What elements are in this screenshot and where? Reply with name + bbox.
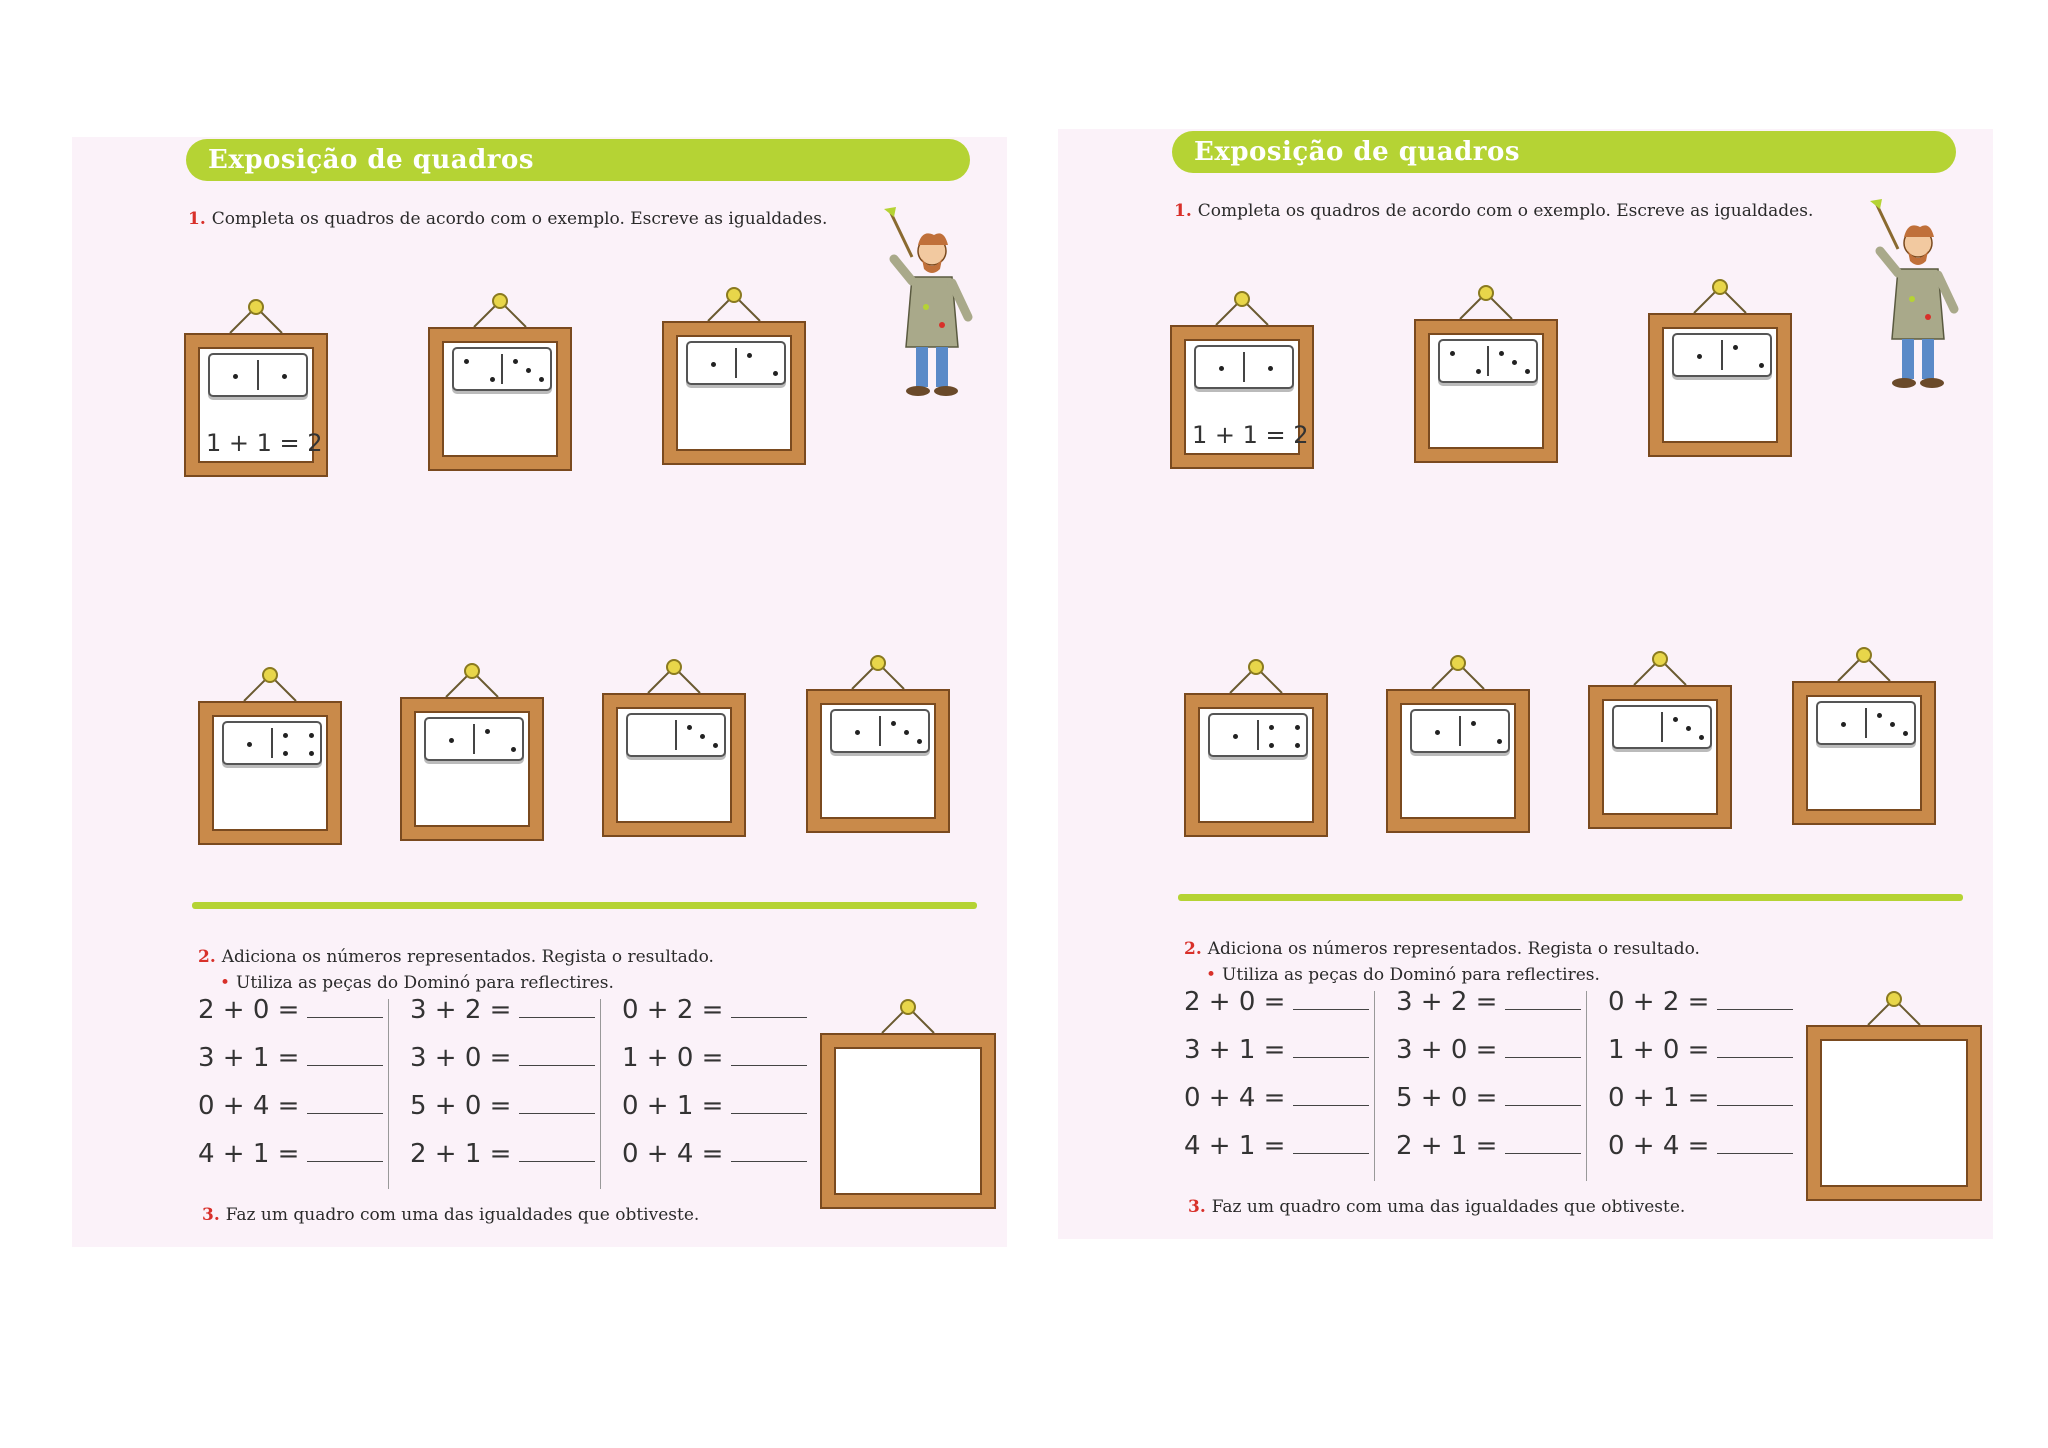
domino-pip	[464, 359, 469, 364]
frame-hook-icon	[240, 667, 300, 703]
domino-half	[628, 715, 675, 755]
answer-blank[interactable]	[731, 1113, 807, 1114]
domino-divider	[735, 348, 737, 378]
domino-pip	[1471, 721, 1476, 726]
domino-pip	[526, 368, 531, 373]
domino-half	[1412, 711, 1459, 751]
domino-divider	[1721, 340, 1723, 370]
frame-hook-icon	[1226, 659, 1286, 695]
picture-frame	[200, 703, 340, 843]
domino-divider	[473, 724, 475, 754]
painter-illustration	[1868, 199, 1968, 403]
question-1	[188, 209, 827, 229]
question-number: 2.	[1184, 939, 1202, 959]
question-number: 1.	[188, 209, 206, 229]
domino-pip	[539, 377, 544, 382]
domino-half	[677, 715, 724, 755]
answer-blank[interactable]	[1293, 1057, 1369, 1058]
answer-blank[interactable]	[1505, 1009, 1581, 1010]
sum-exercise	[1608, 987, 1793, 1017]
hint-text: Utiliza as peças do Dominó para reflectires.	[236, 973, 614, 993]
sum-exercise	[1396, 1035, 1581, 1065]
domino-half	[1259, 715, 1306, 755]
answer-blank[interactable]	[519, 1065, 595, 1066]
question-text: Completa os quadros de acordo com o exemplo. Escreve as igualdades.	[1197, 201, 1814, 221]
sum-expression: 3 + 1 =	[1184, 1035, 1286, 1065]
domino-half	[1723, 335, 1770, 375]
sum-expression: 0 + 1 =	[622, 1091, 724, 1121]
painter-icon	[1868, 199, 1968, 399]
domino-pip	[711, 362, 716, 367]
divider-line	[192, 902, 977, 909]
picture-frame	[808, 691, 948, 831]
column-divider	[1586, 991, 1587, 1181]
domino-pip	[1673, 717, 1678, 722]
domino-half	[503, 349, 550, 389]
question-number: 3.	[202, 1205, 220, 1225]
picture-frame	[604, 695, 744, 835]
painter-illustration	[882, 207, 982, 411]
domino-pip	[309, 733, 314, 738]
sum-expression: 2 + 1 =	[1396, 1131, 1498, 1161]
domino-divider	[271, 728, 273, 758]
answer-blank[interactable]	[1505, 1153, 1581, 1154]
domino-half	[224, 723, 271, 763]
picture-frame	[430, 329, 570, 469]
sum-exercise	[198, 1091, 383, 1121]
domino-pip	[891, 721, 896, 726]
sum-exercise	[1184, 1131, 1369, 1161]
domino-pip	[904, 730, 909, 735]
sum-exercise	[622, 1043, 807, 1073]
domino-divider	[257, 360, 259, 390]
domino-pip	[1233, 734, 1238, 739]
domino-half	[832, 711, 879, 751]
domino-divider	[501, 354, 503, 384]
domino-divider	[1459, 716, 1461, 746]
domino-pip	[511, 747, 516, 752]
picture-frame	[1388, 691, 1528, 831]
domino-tile	[1438, 339, 1538, 383]
example-equation: 1 + 1 = 2	[206, 429, 323, 457]
sum-exercise	[198, 995, 383, 1025]
frame-border	[1808, 1027, 1980, 1199]
column-divider	[600, 999, 601, 1189]
sum-exercise	[1396, 1131, 1581, 1161]
domino-tile	[1612, 705, 1712, 749]
domino-half	[1440, 341, 1487, 381]
sum-expression: 0 + 4 =	[622, 1139, 724, 1169]
sum-expression: 1 + 0 =	[1608, 1035, 1710, 1065]
picture-frame	[186, 335, 326, 475]
domino-tile	[626, 713, 726, 757]
divider-line	[1178, 894, 1963, 901]
question-2-hint	[1206, 965, 1600, 985]
sum-expression: 3 + 0 =	[410, 1043, 512, 1073]
answer-blank[interactable]	[731, 1065, 807, 1066]
domino-half	[688, 343, 735, 383]
domino-divider	[1661, 712, 1663, 742]
sum-expression: 2 + 0 =	[198, 995, 300, 1025]
frame-hook-icon	[878, 999, 938, 1035]
frame-border	[822, 1035, 994, 1207]
column-divider	[388, 999, 389, 1189]
domino-pip	[713, 743, 718, 748]
domino-half	[273, 723, 320, 763]
domino-tile	[1208, 713, 1308, 757]
sum-expression: 4 + 1 =	[198, 1139, 300, 1169]
frame-hook-icon	[470, 293, 530, 329]
answer-blank[interactable]	[731, 1017, 807, 1018]
domino-tile	[686, 341, 786, 385]
domino-pip	[1733, 345, 1738, 350]
domino-pip	[1499, 351, 1504, 356]
domino-pip	[855, 730, 860, 735]
answer-blank[interactable]	[731, 1161, 807, 1162]
domino-pip	[247, 742, 252, 747]
domino-tile	[1816, 701, 1916, 745]
bullet-icon: •	[1206, 965, 1217, 985]
domino-pip	[490, 377, 495, 382]
sum-expression: 4 + 1 =	[1184, 1131, 1286, 1161]
domino-pip	[1525, 369, 1530, 374]
question-3	[202, 1205, 699, 1225]
domino-half	[1461, 711, 1508, 751]
sum-expression: 2 + 1 =	[410, 1139, 512, 1169]
frame-hook-icon	[1212, 291, 1272, 327]
sum-expression: 1 + 0 =	[622, 1043, 724, 1073]
frame-hook-icon	[226, 299, 286, 335]
domino-pip	[1512, 360, 1517, 365]
domino-half	[1196, 347, 1243, 387]
domino-pip	[282, 374, 287, 379]
picture-frame	[1590, 687, 1730, 827]
domino-half	[210, 355, 257, 395]
domino-pip	[1476, 369, 1481, 374]
bullet-icon: •	[220, 973, 231, 993]
sum-exercise	[1608, 1035, 1793, 1065]
frame-hook-icon	[1630, 651, 1690, 687]
domino-half	[1674, 335, 1721, 375]
frame-hook-icon	[1864, 991, 1924, 1027]
question-text: Adiciona os números representados. Regista o resultado.	[1207, 939, 1700, 959]
sum-expression: 3 + 0 =	[1396, 1035, 1498, 1065]
sum-exercise	[1396, 987, 1581, 1017]
frame-hook-icon	[848, 655, 908, 691]
domino-tile	[1672, 333, 1772, 377]
sum-exercise	[410, 1091, 595, 1121]
answer-blank[interactable]	[1505, 1105, 1581, 1106]
answer-blank[interactable]	[307, 1065, 383, 1066]
picture-frame	[1794, 683, 1934, 823]
sum-exercise	[198, 1139, 383, 1169]
frame-hook-icon	[1456, 285, 1516, 321]
domino-pip	[283, 751, 288, 756]
question-text: Faz um quadro com uma das igualdades que obtiveste.	[1211, 1197, 1686, 1217]
domino-pip	[1295, 743, 1300, 748]
sum-expression: 5 + 0 =	[410, 1091, 512, 1121]
workbook-page-right	[1058, 129, 1993, 1239]
domino-tile	[1410, 709, 1510, 753]
frame-hook-icon	[704, 287, 764, 323]
domino-tile	[830, 709, 930, 753]
domino-pip	[1890, 722, 1895, 727]
answer-blank[interactable]	[1505, 1057, 1581, 1058]
domino-divider	[1487, 346, 1489, 376]
sum-exercise	[622, 1139, 807, 1169]
answer-blank[interactable]	[1717, 1105, 1793, 1106]
picture-frame	[664, 323, 804, 463]
sum-expression: 5 + 0 =	[1396, 1083, 1498, 1113]
domino-pip	[283, 733, 288, 738]
domino-divider	[1243, 352, 1245, 382]
domino-half	[881, 711, 928, 751]
domino-pip	[1686, 726, 1691, 731]
frame-hook-icon	[1428, 655, 1488, 691]
sum-expression: 3 + 2 =	[1396, 987, 1498, 1017]
domino-divider	[879, 716, 881, 746]
domino-pip	[309, 751, 314, 756]
domino-half	[1210, 715, 1257, 755]
domino-pip	[1903, 731, 1908, 736]
domino-half	[475, 719, 522, 759]
domino-divider	[1257, 720, 1259, 750]
sum-exercise	[198, 1043, 383, 1073]
question-number: 3.	[1188, 1197, 1206, 1217]
domino-divider	[675, 720, 677, 750]
section-title-bar	[186, 139, 970, 181]
domino-pip	[687, 725, 692, 730]
sum-exercise	[622, 1091, 807, 1121]
answer-blank[interactable]	[519, 1113, 595, 1114]
domino-tile	[452, 347, 552, 391]
sum-expression: 0 + 4 =	[1184, 1083, 1286, 1113]
sum-exercise	[410, 1043, 595, 1073]
example-equation: 1 + 1 = 2	[1192, 421, 1309, 449]
domino-half	[426, 719, 473, 759]
picture-frame	[1650, 315, 1790, 455]
question-number: 1.	[1174, 201, 1192, 221]
domino-half	[1818, 703, 1865, 743]
question-number: 2.	[198, 947, 216, 967]
sum-expression: 3 + 1 =	[198, 1043, 300, 1073]
answer-blank[interactable]	[307, 1017, 383, 1018]
sum-exercise	[410, 1139, 595, 1169]
domino-pip	[747, 353, 752, 358]
domino-tile	[1194, 345, 1294, 389]
answer-blank[interactable]	[1293, 1153, 1369, 1154]
question-text: Adiciona os números representados. Regista o resultado.	[221, 947, 714, 967]
domino-tile	[424, 717, 524, 761]
sum-exercise	[410, 995, 595, 1025]
answer-blank[interactable]	[1293, 1105, 1369, 1106]
domino-pip	[1497, 739, 1502, 744]
sum-expression: 0 + 2 =	[622, 995, 724, 1025]
answer-blank[interactable]	[1717, 1153, 1793, 1154]
sum-exercise	[1184, 987, 1369, 1017]
domino-half	[1614, 707, 1661, 747]
question-2-hint	[220, 973, 614, 993]
domino-half	[1489, 341, 1536, 381]
sum-exercise	[1396, 1083, 1581, 1113]
sum-exercise	[1184, 1035, 1369, 1065]
sum-exercise	[622, 995, 807, 1025]
frame-hook-icon	[1834, 647, 1894, 683]
sum-expression: 0 + 4 =	[198, 1091, 300, 1121]
sum-exercise	[1608, 1131, 1793, 1161]
answer-blank[interactable]	[307, 1113, 383, 1114]
domino-divider	[1865, 708, 1867, 738]
frame-hook-icon	[644, 659, 704, 695]
domino-pip	[917, 739, 922, 744]
sum-expression: 0 + 4 =	[1608, 1131, 1710, 1161]
answer-blank[interactable]	[1717, 1057, 1793, 1058]
sum-expression: 0 + 1 =	[1608, 1083, 1710, 1113]
picture-frame	[1416, 321, 1556, 461]
section-title: Exposição de quadros	[1194, 137, 1520, 167]
domino-pip	[1269, 725, 1274, 730]
frame-hook-icon	[1690, 279, 1750, 315]
picture-frame	[1186, 695, 1326, 835]
answer-blank[interactable]	[1293, 1009, 1369, 1010]
domino-pip	[1697, 354, 1702, 359]
domino-half	[454, 349, 501, 389]
question-2	[198, 947, 714, 967]
question-1	[1174, 201, 1813, 221]
picture-frame	[1172, 327, 1312, 467]
domino-half	[1245, 347, 1292, 387]
domino-pip	[773, 371, 778, 376]
sum-expression: 2 + 0 =	[1184, 987, 1286, 1017]
domino-pip	[1435, 730, 1440, 735]
domino-pip	[449, 738, 454, 743]
domino-half	[737, 343, 784, 383]
picture-frame	[402, 699, 542, 839]
answer-blank[interactable]	[519, 1017, 595, 1018]
domino-tile	[222, 721, 322, 765]
domino-tile	[208, 353, 308, 397]
question-text: Completa os quadros de acordo com o exemplo. Escreve as igualdades.	[211, 209, 828, 229]
answer-blank[interactable]	[307, 1161, 383, 1162]
question-3	[1188, 1197, 1685, 1217]
domino-half	[1663, 707, 1710, 747]
domino-pip	[1699, 735, 1704, 740]
domino-pip	[485, 729, 490, 734]
sum-expression: 3 + 2 =	[410, 995, 512, 1025]
hint-text: Utiliza as peças do Dominó para reflectires.	[1222, 965, 1600, 985]
domino-pip	[1268, 366, 1273, 371]
domino-half	[1867, 703, 1914, 743]
domino-pip	[1295, 725, 1300, 730]
domino-pip	[1759, 363, 1764, 368]
domino-pip	[1450, 351, 1455, 356]
domino-pip	[1269, 743, 1274, 748]
sum-exercise	[1184, 1083, 1369, 1113]
answer-blank[interactable]	[519, 1161, 595, 1162]
domino-pip	[1841, 722, 1846, 727]
frame-hook-icon	[442, 663, 502, 699]
workbook-page-left	[72, 137, 1007, 1247]
answer-blank[interactable]	[1717, 1009, 1793, 1010]
question-2	[1184, 939, 1700, 959]
domino-pip	[1219, 366, 1224, 371]
section-title-bar	[1172, 131, 1956, 173]
domino-half	[259, 355, 306, 395]
section-title: Exposição de quadros	[208, 145, 534, 175]
column-divider	[1374, 991, 1375, 1181]
question-text: Faz um quadro com uma das igualdades que obtiveste.	[225, 1205, 700, 1225]
picture-frame	[822, 1035, 994, 1207]
domino-pip	[1877, 713, 1882, 718]
picture-frame	[1808, 1027, 1980, 1199]
sum-exercise	[1608, 1083, 1793, 1113]
domino-pip	[700, 734, 705, 739]
domino-pip	[233, 374, 238, 379]
domino-pip	[513, 359, 518, 364]
painter-icon	[882, 207, 982, 407]
sum-expression: 0 + 2 =	[1608, 987, 1710, 1017]
